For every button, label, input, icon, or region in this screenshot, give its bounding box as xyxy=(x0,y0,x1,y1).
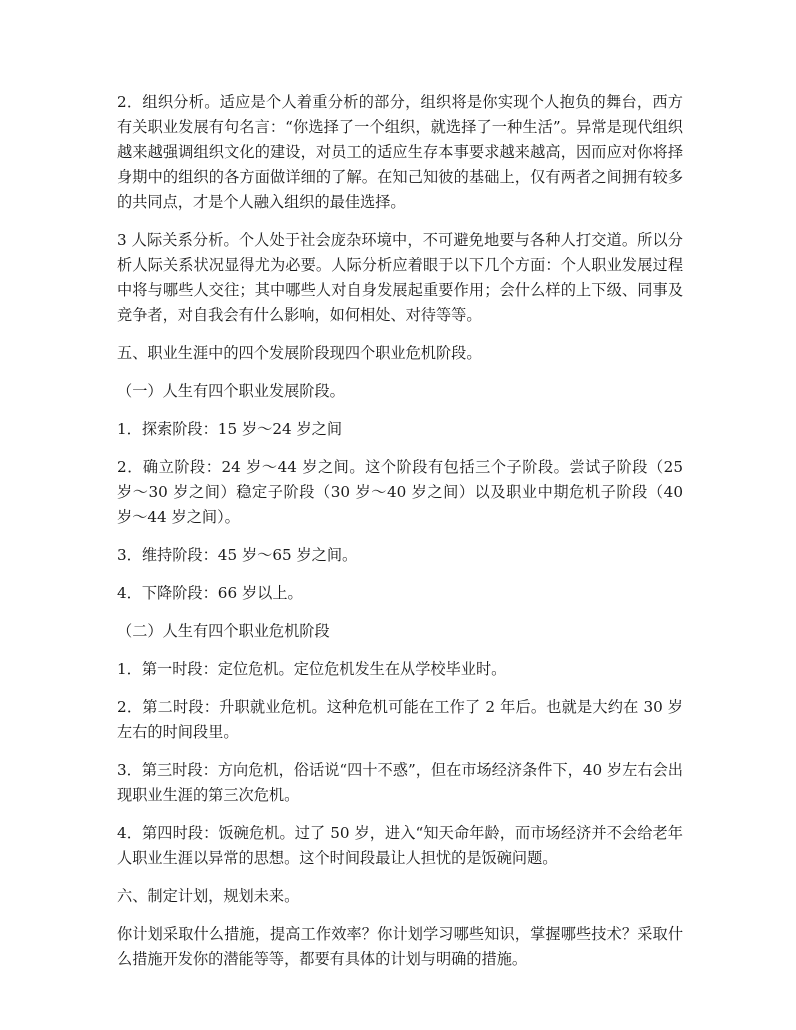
paragraph-organization-analysis: 2．组织分析。适应是个人着重分析的部分，组织将是你实现个人抱负的舞台，西方有关职业发展有句名言：“你选择了一个组织，就选择了一种生活”。异常是现代组织越来越强调组织文化的建设，对员工的适应生存本事要求越来越高，因而应对你将择身期中的组织的各方面做详细的了解。在知己知彼的基础上，仅有两者之间拥有较多的共同点，才是个人融入组织的最佳选择。 xyxy=(117,93,683,211)
paragraph-plan: 你计划采取什么措施，提高工作效率？你计划学习哪些知识，掌握哪些技术？采取什么措施开发你的潜能等等，都要有具体的计划与明确的措施。 xyxy=(117,925,683,968)
subheading-development-stages: （一）人生有四个职业发展阶段。 xyxy=(117,382,345,400)
list-item-decline: 4．下降阶段：66 岁以上。 xyxy=(117,584,303,602)
list-item-crisis-four: 4．第四时段：饭碗危机。过了 50 岁，进入“知天命年龄，而市场经济并不会给老年人职业生涯以异常的思想。这个时间段最让人担忧的是饭碗问题。 xyxy=(117,824,683,867)
section-heading-six: 六、制定计划，规划未来。 xyxy=(117,887,300,905)
list-item-crisis-three: 3．第三时段：方向危机，俗话说“四十不惑”，但在市场经济条件下，40 岁左右会出现职业生涯的第三次危机。 xyxy=(117,761,683,804)
subheading-crisis-stages: （二）人生有四个职业危机阶段 xyxy=(117,622,330,640)
paragraph-interpersonal-analysis: 3 人际关系分析。个人处于社会庞杂环境中，不可避免地要与各种人打交道。所以分析人际关系状况显得尤为必要。人际分析应着眼于以下几个方面：个人职业发展过程中将与哪些人交往；其中哪些人对自身发展起重要作用；会什么样的上下级、同事及竞争者，对自我会有什么影响，如何相处、对待等等。 xyxy=(117,231,683,324)
list-item-maintenance: 3．维持阶段：45 岁～65 岁之间。 xyxy=(117,546,358,564)
list-item-crisis-one: 1．第一时段：定位危机。定位危机发生在从学校毕业时。 xyxy=(117,660,507,678)
list-item-establishment: 2．确立阶段：24 岁～44 岁之间。这个阶段有包括三个子阶段。尝试子阶段（25 岁～30 岁之间）稳定子阶段（30 岁～40 岁之间）以及职业中期危机子阶段（40 岁～44 岁之间）。 xyxy=(117,458,683,526)
list-item-exploration: 1．探索阶段：15 岁～24 岁之间 xyxy=(117,420,343,438)
document-page xyxy=(117,90,683,985)
list-item-crisis-two: 2．第二时段：升职就业危机。这种危机可能在工作了 2 年后。也就是大约在 30 岁左右的时间段里。 xyxy=(117,698,683,741)
section-heading-five: 五、职业生涯中的四个发展阶段现四个职业危机阶段。 xyxy=(117,344,482,362)
